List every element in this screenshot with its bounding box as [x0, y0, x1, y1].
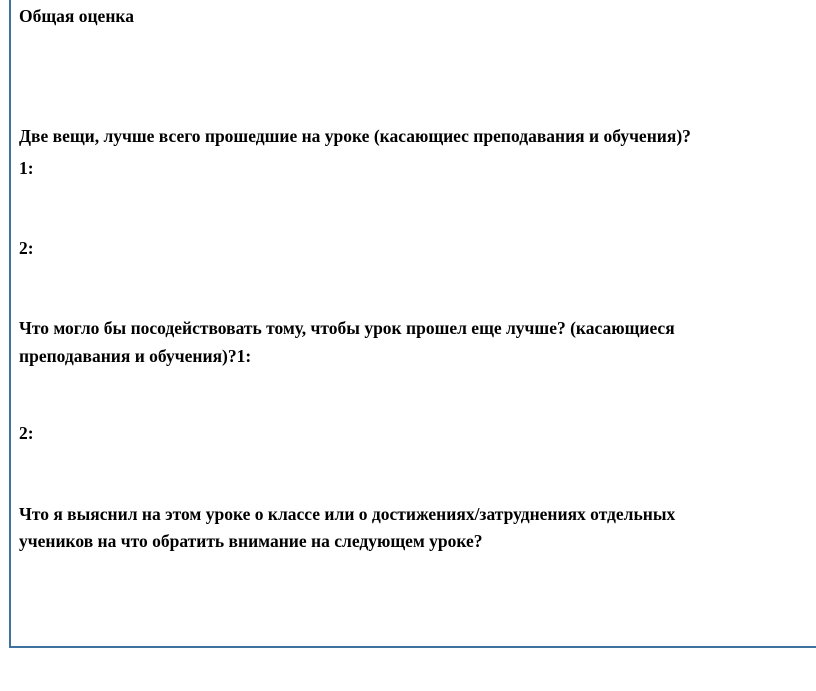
- answer-label-2: 2:: [19, 238, 34, 258]
- question-learned-line-2: учеников на что обратить внимание на следующем уроке?: [19, 531, 483, 551]
- answer-label-1: 1:: [19, 158, 34, 178]
- improvement-answer-label-2: 2:: [19, 423, 34, 443]
- question-learned-line-1: Что я выяснил на этом уроке о классе или о достижениях/затруднениях отдельных: [19, 504, 676, 524]
- overall-assessment-title: Общая оценка: [19, 6, 134, 26]
- question-improvement-line-1: Что могло бы посодействовать тому, чтобы урок прошел еще лучше? (касающиеся: [19, 318, 675, 338]
- question-best-things: Две вещи, лучше всего прошедшие на уроке (касающиес преподавания и обучения)?: [19, 126, 691, 146]
- question-improvement-line-2: преподавания и обучения)?1:: [19, 346, 252, 366]
